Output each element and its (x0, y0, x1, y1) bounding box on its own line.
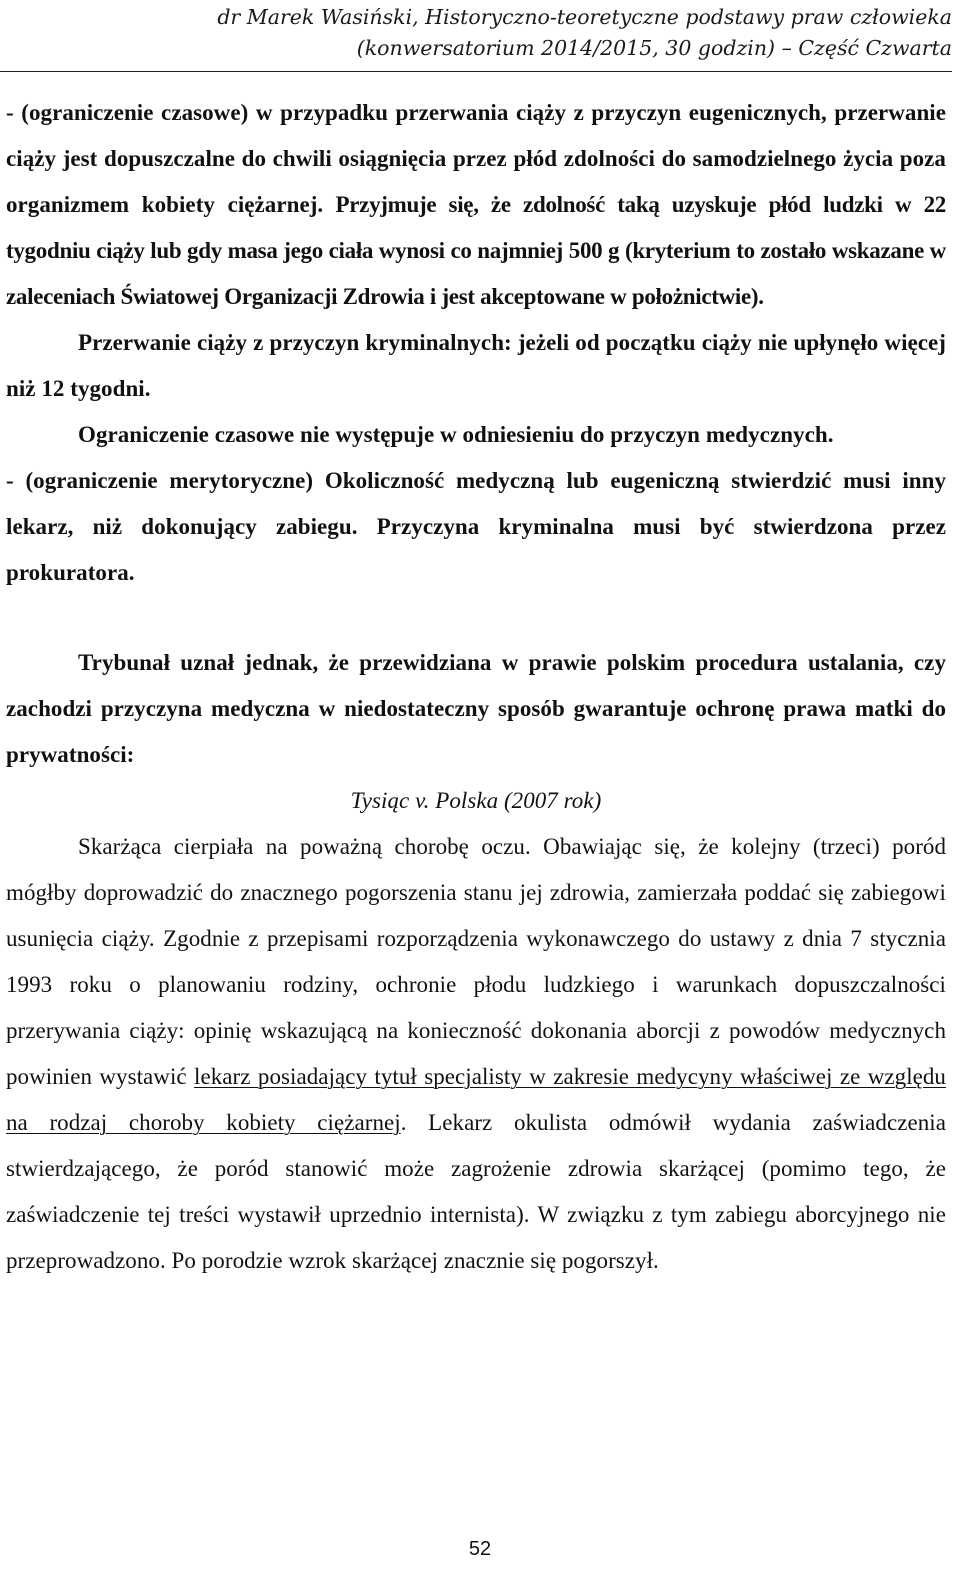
paragraph-substantive-limit: - (ograniczenie merytoryczne) Okoliczność medyczną lub eugeniczną stwierdzić musi inny lekarz, niż dokonujący zabiegu. Przyczyna kryminalna musi być stwierdzona przez prokuratora. (6, 468, 946, 585)
paragraph-spacer (6, 596, 946, 640)
paragraph-medical-cause: Ograniczenie czasowe nie występuje w odniesieniu do przyczyn medycznych. (78, 422, 834, 447)
case-facts-text-1: Skarżąca cierpiała na poważną chorobę oczu. Obawiając się, że kolejny (trzeci) poród mógłby doprowadzić do znacznego pogorszenia stanu jej zdrowia, zamierzała poddać się zabiegowi usunięcia ciąży. Zgodnie z przepisami rozporządzenia wykonawczego do ustawy z dnia 7 stycznia 1993 roku o planowaniu rodziny, ochronie płodu ludzkiego i warunkach dopuszczalności przerywania ciąży: opinię wskazującą na konieczność dokonania aborcji z powodów medycznych powinien wystawić (6, 834, 946, 1089)
paragraph-time-limit (6, 90, 946, 320)
paragraph-time-limit-bold: - (ograniczenie czasowe) w przypadku przerwania ciąży z przyczyn eugenicznych, przerwanie ciąży jest dopuszczalne do chwili osiągnięcia przez płód zdolności do samodzielnego życia poza organizmem kobiety ciężarnej. (6, 100, 946, 217)
paragraph-case-facts (6, 824, 946, 1284)
case-title: Tysiąc v. Polska (2007 rok) (350, 788, 602, 813)
paragraph-time-limit-rest: Przyjmuje się, że zdolność taką uzyskuje płód ludzki w 22 tygodniu ciąży lub gdy masa jego ciała wynosi co najmniej 500 g (kryterium to zostało wskazane w zaleceniach Światowej Organizacji Zdrowia i jest akceptowane w położnictwie). (6, 192, 946, 309)
page-number: 52 (468, 1538, 492, 1560)
paragraph-tribunal: Trybunał uznał jednak, że przewidziana w prawie polskim procedura ustalania, czy zachodzi przyczyna medyczna w niedostateczny sposób gwarantuje ochronę prawa matki do prywatności: (6, 650, 946, 767)
paragraph-criminal-cause: Przerwanie ciąży z przyczyn kryminalnych: jeżeli od początku ciąży nie upłynęło więcej niż 12 tygodni. (6, 330, 946, 401)
header-line-2: (konwersatorium 2014/2015, 30 godzin) – Część Czwarta (356, 36, 952, 60)
header-divider (0, 71, 952, 72)
page-header (0, 2, 952, 64)
case-facts-text-2: . Lekarz okulista odmówił wydania zaświadczenia stwierdzającego, że poród stanowić może zagrożenie zdrowia skarżącej (pomimo tego, że zaświadczenie tej treści wystawił uprzednio internista). W związku z tym zabiegu aborcyjnego nie przeprowadzono. Po porodzie wzrok skarżącej znacznie się pogorszył. (6, 1110, 947, 1273)
document-body (6, 90, 946, 1284)
header-line-1: dr Marek Wasiński, Historyczno-teoretyczne podstawy praw człowieka (217, 5, 952, 29)
case-facts-underlined: lekarz posiadający tytuł specjalisty w zakresie medycyny właściwej ze względu na rodzaj choroby kobiety ciężarnej (6, 1064, 946, 1135)
